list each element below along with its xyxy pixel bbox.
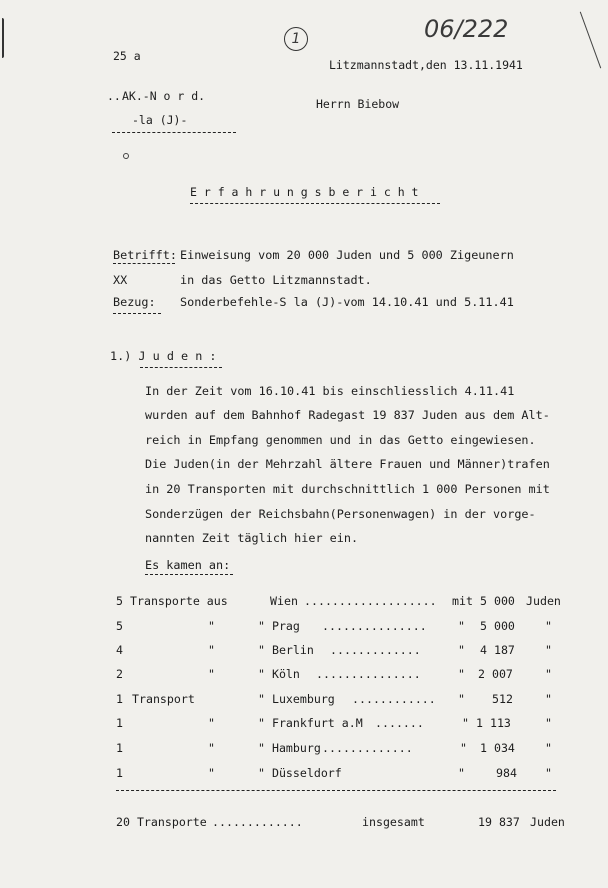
row-num: 5 000 [480,619,515,633]
row-count: 1 [116,692,123,706]
row-unit: " [545,619,552,633]
subject-mark: XX [113,273,128,287]
section-heading: 1.) J u d e n : [110,349,217,363]
row-city: " Düsseldorf [258,766,342,780]
page-number: 25 a [113,49,141,63]
row-kind: " [208,667,215,681]
paragraph-line: nannten Zeit täglich hier ein. [145,531,359,545]
sender-underline [112,132,236,133]
row-leader: ....... [375,716,424,730]
row-leader: ............... [316,667,421,681]
section-underline [140,367,222,368]
row-leader: ............... [322,619,427,633]
recipient: Herrn Biebow [316,97,400,111]
row-kind: " [208,619,215,633]
row-city: " Hamburg [258,741,321,755]
row-count: 5 [116,594,123,608]
paragraph-line: reich in Empfang genommen und in das Getto eingewiesen. [145,433,536,447]
row-city: " Köln [258,667,300,681]
paragraph-line: Sonderzügen der Reichsbahn(Personenwagen) in der vorge- [145,507,536,521]
row-kind: " [208,716,215,730]
reference-underline [113,313,161,314]
row-mit: " [458,766,465,780]
row-leader: ............. [330,643,421,657]
row-city: " Frankfurt a.M [258,716,363,730]
row-mit: " [458,643,465,657]
row-num: 1 113 [476,716,511,730]
row-city: " Luxemburg [258,692,335,706]
page-edge-mark [2,18,4,58]
place-date: Litzmannstadt,den 13.11.1941 [329,58,523,72]
row-mit: " [460,741,467,755]
row-count: 5 [116,619,123,633]
row-num: 4 187 [480,643,515,657]
punch-dot [123,153,129,159]
row-leader: ................... [304,594,437,608]
paragraph-line: wurden auf dem Bahnhof Radegast 19 837 Juden aus dem Alt- [145,408,550,422]
row-kind: " [208,643,215,657]
subject-line1: Einweisung vom 20 000 Juden und 5 000 Zigeunern [180,248,514,262]
row-unit: " [545,741,552,755]
row-mit: " [458,692,465,706]
row-num: 512 [492,692,513,706]
row-unit: " [545,692,552,706]
row-city: Wien [270,594,298,608]
reference-text: Sonderbefehle-S la (J)-vom 14.10.41 und 5.11.41 [180,295,514,309]
row-mit: " [462,716,469,730]
row-leader: ............. [322,741,413,755]
row-count: 1 [116,766,123,780]
row-count: 1 [116,716,123,730]
archive-number: 06/222 [424,15,509,43]
row-unit: Juden [526,594,561,608]
total-leader: ............. [212,815,303,829]
circle-mark: 1 [284,27,308,51]
total-mid: insgesamt [362,815,425,829]
row-num: 2 007 [478,667,513,681]
list-intro: Es kamen an: [145,558,231,572]
row-num: 984 [496,766,517,780]
row-unit: " [545,667,552,681]
row-kind: " [208,766,215,780]
row-kind: Transport [132,692,195,706]
page-edge-mark-right [580,12,601,69]
subject-underline [113,263,175,264]
sender-dots: .. [107,89,121,103]
row-kind: " [208,741,215,755]
row-count: 4 [116,643,123,657]
subject-line2: in das Getto Litzmannstadt. [180,273,372,287]
row-num: 1 034 [480,741,515,755]
sender-line1: AK.-N o r d. [122,89,206,103]
paragraph-line: in 20 Transporten mit durchschnittlich 1 000 Personen mit [145,482,550,496]
row-kind: Transporte aus [130,594,228,608]
row-unit: " [545,766,552,780]
paragraph-line: Die Juden(in der Mehrzahl ältere Frauen und Männer)trafen [145,457,550,471]
row-mit: " [458,667,465,681]
total-left: 20 Transporte [116,815,207,829]
list-intro-underline [145,574,233,575]
total-num: 19 837 [478,815,520,829]
reference-label: Bezug: [113,295,156,309]
row-mit: mit [452,594,473,608]
row-count: 1 [116,741,123,755]
subject-label: Betrifft: [113,248,177,262]
total-separator [116,790,556,791]
row-city: " Berlin [258,643,314,657]
sender-line2: -la (J)- [132,113,188,127]
row-city: " Prag [258,619,300,633]
row-num: 5 000 [480,594,515,608]
paragraph-line: In der Zeit vom 16.10.41 bis einschliesslich 4.11.41 [145,384,515,398]
row-count: 2 [116,667,123,681]
row-unit: " [545,716,552,730]
title-underline [190,203,440,204]
row-leader: ............ [352,692,436,706]
total-unit: Juden [530,815,565,829]
row-mit: " [458,619,465,633]
row-unit: " [545,643,552,657]
report-title: E r f a h r u n g s b e r i c h t [190,185,419,199]
